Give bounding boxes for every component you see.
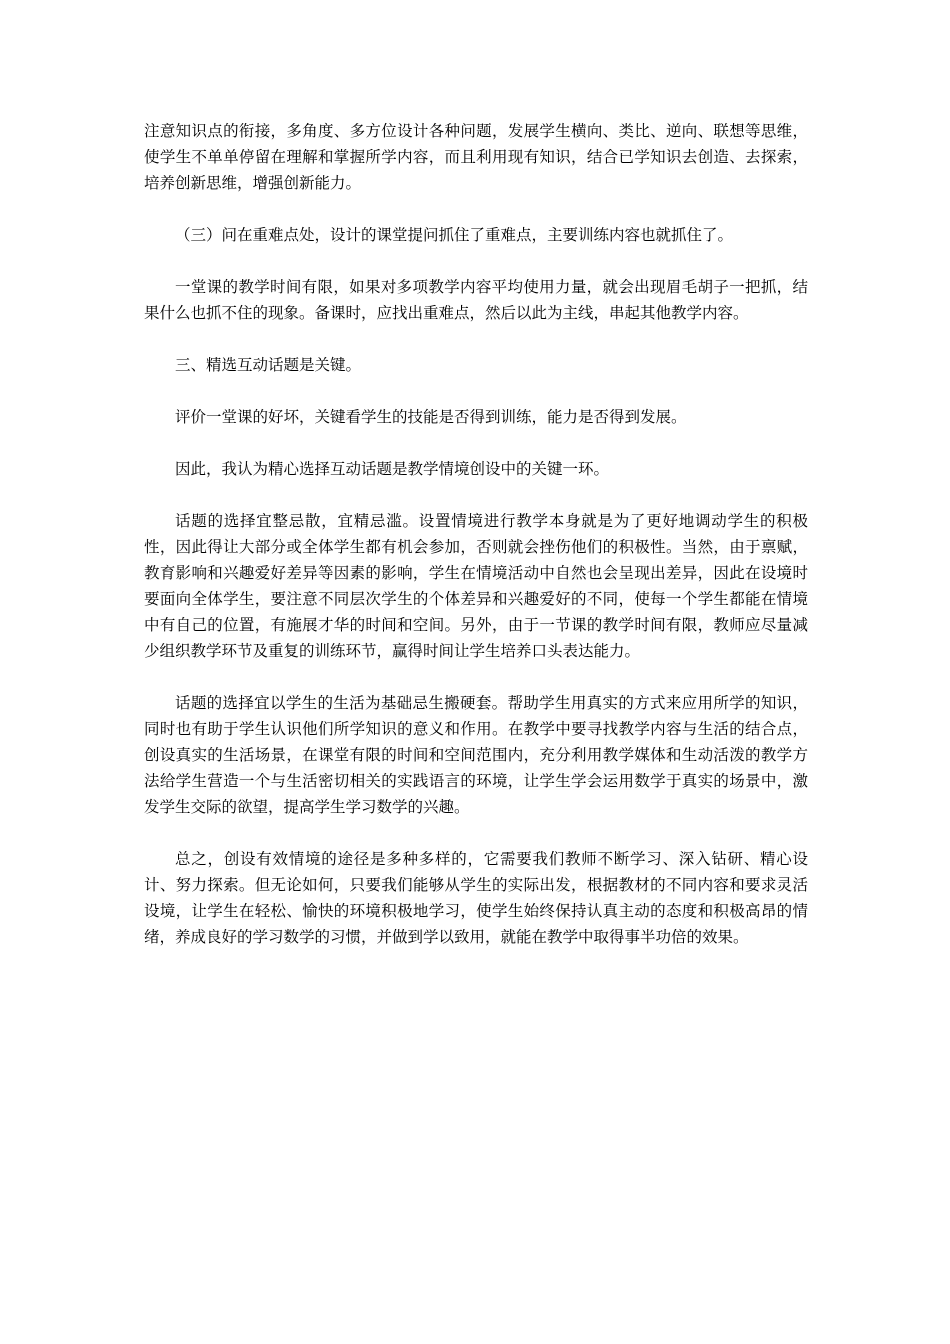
paragraph-evaluation: 评价一堂课的好坏，关键看学生的技能是否得到训练，能力是否得到发展。 [175,408,687,426]
paragraph-topic-selection: 话题的选择宜整忌散，宜精忌滥。设置情境进行教学本身就是为了更好地调动学生的积极性，因此得让大部分或全体学生都有机会参加，否则就会挫伤他们的积极性。当然，由于禀赋，教育影响和兴趣爱好差异等因素的影响，学生在情境活动中自然也会呈现出差异，因此在设境时要面向全体学生，要注意不同层次学生的个体差异和兴趣爱好的不同，使每一个学生都能在情境中有自己的位置，有施展才华的时间和空间。另外，由于一节课的教学时间有限，教师应尽量减少组织教学环节及重复的训练环节，赢得时间让学生培养口头表达能力。 [144,512,808,660]
section-heading-topics: 三、精选互动话题是关键。 [175,356,362,374]
paragraph-continuation: 注意知识点的衔接，多角度、多方位设计各种问题，发展学生横向、类比、逆向、联想等思维，使学生不单单停留在理解和掌握所学内容，而且利用现有知识，结合已学知识去创造、去探索，培养创新思维，增强创新能力。 [144,122,808,192]
paragraph-summary: 总之，创设有效情境的途径是多种多样的，它需要我们教师不断学习、深入钻研、精心设计、努力探索。但无论如何，只要我们能够从学生的实际出发，根据教材的不同内容和要求灵活设境，让学生在轻松、愉快的环境积极地学习，使学生始终保持认真主动的态度和积极高昂的情绪，养成良好的学习数学的习惯，并做到学以致用，就能在教学中取得事半功倍的效果。 [144,850,808,946]
subheading-key-points: （三）问在重难点处，设计的课堂提问抓住了重难点，主要训练内容也就抓住了。 [175,226,734,244]
paragraph-lesson-time: 一堂课的教学时间有限，如果对多项教学内容平均使用力量，就会出现眉毛胡子一把抓，结果什么也抓不住的现象。备课时，应找出重难点，然后以此为主线，串起其他教学内容。 [144,278,808,322]
paragraph-conclusion-topic: 因此，我认为精心选择互动话题是教学情境创设中的关键一环。 [175,460,610,478]
paragraph-life-based-topics: 话题的选择宜以学生的生活为基础忌生搬硬套。帮助学生用真实的方式来应用所学的知识，同时也有助于学生认识他们所学知识的意义和作用。在教学中要寻找教学内容与生活的结合点，创设真实的生活场景，在课堂有限的时间和空间范围内，充分利用教学媒体和生动活泼的教学方法给学生营造一个与生活密切相关的实践语言的环境，让学生学会运用数学于真实的场景中，激发学生交际的欲望，提高学生学习数学的兴趣。 [144,694,808,816]
document-page [144,118,808,976]
